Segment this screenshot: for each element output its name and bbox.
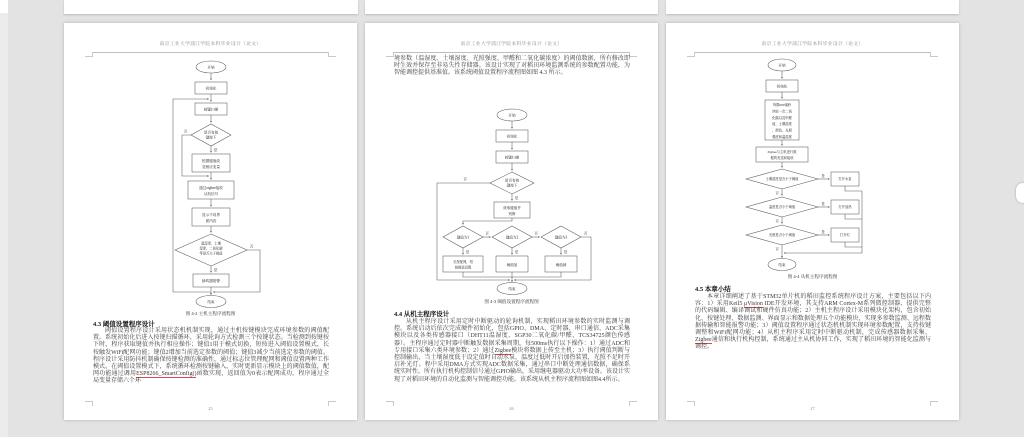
svg-text:判断: 判断 <box>508 212 516 216</box>
svg-text:、颜色、光照: 、颜色、光照 <box>772 128 792 133</box>
flow3-start <box>768 59 796 71</box>
svg-text:初始化: 初始化 <box>506 134 518 139</box>
svg-text:按阈值设置: 按阈值设置 <box>454 265 472 270</box>
section-4-4-paragraph: 从机主程序设计采用定时中断驱动的轮询机制，实现稻田环境参数的实时监测与调控。系统启动后依次完成硬件初始化，包括GPIO、DMA、定时器、串口通信、ADC采集模块以及各类传感器接口（DHT11温湿度、SGP30二氧化碳/甲醛、TCS34725颜色传感器）。主程序通过定时器中断触发数据采集周期，每500ms执行以下操作：1）通过ADC和专用接口采集六类环境参数；2）通过Zigbee模块将数据上传至主机；3）执行阈值判断与控制输出，当土壤湿度低于设定值时自动水泵，温度过低时开启加热装置，光照不足时开启补光灯。程中采用DMA方式实现ADC数据采集，通过串口中断处理通信数据，确保系统实时性。所有执行机构控制信号通过GPIO输出，采用继电器驱动大功率设备。该设计实现了对稻田环境的自动化监测与智能调控功能。该系统从机主程序流程图如图4.4所示。 <box>394 319 631 383</box>
flow1-end <box>196 296 226 308</box>
flow3-decision-soil-moisture <box>746 169 818 189</box>
svg-text:据的发送和接收: 据的发送和接收 <box>770 156 794 160</box>
flow2-decision-key2 <box>492 226 532 248</box>
scrollbar-thumb[interactable] <box>1016 183 1024 203</box>
flow3-read-sensors <box>765 100 799 140</box>
flow2-key-scan <box>496 151 528 163</box>
svg-text:阈值减: 阈值减 <box>555 262 567 267</box>
flow3-end <box>768 259 796 271</box>
page-header-title: 南京工业大学浦江学院本科毕业设计（论文） <box>761 42 864 47</box>
flow2-yes-label-4: 是 <box>563 250 568 254</box>
svg-text:化碳以及甲醛: 化碳以及甲醛 <box>772 115 792 120</box>
flow3-action-heater <box>831 200 859 214</box>
flow2-start <box>497 109 527 121</box>
flow2-no-label: 否 <box>463 177 467 181</box>
flow3-yes-label-2: 是 <box>821 201 825 206</box>
flow3-action-lamp <box>831 228 859 242</box>
flow3-zigbee-exchange <box>756 147 808 162</box>
flow2-get-key-value <box>494 202 530 218</box>
svg-text:长按配网，短: 长按配网，短 <box>453 260 473 264</box>
flow3-yes-label-1: 是 <box>821 173 825 178</box>
flow1-start <box>196 61 226 73</box>
flow3-decision-temperature <box>746 197 818 217</box>
svg-text:温度是否小于阈值: 温度是否小于阈值 <box>768 205 796 210</box>
flow2-action-threshold-dec <box>545 256 577 272</box>
page-number: 25 <box>208 406 213 411</box>
flow1-yes-label: 是 <box>213 148 218 152</box>
page-number: 27 <box>810 406 815 411</box>
page-header-title: 南京工业大学浦江学院本科毕业设计（论文） <box>159 42 262 47</box>
svg-text:键值为2: 键值为2 <box>505 235 519 240</box>
flow3-yes-label-3: 是 <box>821 229 825 234</box>
flow2-yes-label: 是 <box>514 196 519 200</box>
page-26 <box>365 23 658 420</box>
flow1-key-scan <box>195 103 227 115</box>
flow3-no-label-3: 否 <box>775 247 779 251</box>
left-page-edge <box>0 0 8 437</box>
flow3-action-water-pump <box>831 172 859 186</box>
svg-text:每隔500毫秒: 每隔500毫秒 <box>772 103 792 107</box>
svg-text:打开加热: 打开加热 <box>838 205 852 210</box>
svg-text:从机信号: 从机信号 <box>203 191 219 196</box>
svg-text:打开水泵: 打开水泵 <box>838 177 852 182</box>
svg-text:开始: 开始 <box>207 65 215 70</box>
page-27 <box>666 23 959 420</box>
flow3-init <box>766 80 798 92</box>
flow2-end <box>497 283 527 295</box>
section-4-5-paragraph: 本章详细阐述了基于STM32单片机的稻田监控系统程序设计方案，主要包括以下内容：1）采用Keil5 μVision IDE开发环境，其支持ARM Cortex-M系列微控制器，提供完整的代码编辑、编译调试和硬件仿真功能；2）主机主程序设计采用模块化架构，包含初始化、按键处理、数据监测、界面显示和数据处理五个功能模块，实现多参数监测、远程数据传输和智能报警功能；3）阈值设置程序通过状态机机制实现环境参数配置，支持按键调整和WiFi配网功能；4）从机主程序采用定时中断驱动机制，完成传感器数据采集、Zigbee通信和执行机构控制，系统通过主从机协同工作，实现了稻田环境的智能化监测与调控。 <box>695 294 931 351</box>
section-4-5-heading: 4.5 本章小结 <box>695 286 731 293</box>
svg-text:根据键值改: 根据键值改 <box>202 158 220 163</box>
section-4-3-paragraph-continued: 境参数（温湿度、土壤湿度、光照强度、甲醛和二氧化碳浓度）的阈值数据，所有修改即时生效并保存至非易失性存储器。该设计实现了对稻田环境监测系统的参数配置功能，为智能调控提供基准值。该系统阈值设置程序流程图如图 4.3 所示。 <box>394 56 630 77</box>
svg-text:键值为3: 键值为3 <box>554 235 568 240</box>
section-4-4-heading: 4.4 从机主程序设计 <box>394 311 450 318</box>
flow2-action-key1 <box>443 256 483 272</box>
figure-4-2-caption: 图 4-2 主机主程序流程图 <box>185 311 236 316</box>
svg-text:强度和温湿度: 强度和温湿度 <box>772 135 792 139</box>
flow1-set-variable <box>192 154 230 172</box>
svg-text:结束: 结束 <box>778 263 786 267</box>
svg-text:开始: 开始 <box>508 113 516 118</box>
svg-text:是否有按: 是否有按 <box>203 130 219 135</box>
prev-page-bottom-2 <box>365 0 658 14</box>
svg-text:打开灯: 打开灯 <box>840 233 850 238</box>
svg-text:键按下: 键按下 <box>205 135 217 140</box>
section-4-3-paragraph: 阈值设置程序设计采用状态机机制实现，通过主机按键模块完成环境参数的阈值配置。系统初始化后进入按键扫描循环，采用轮询方式检测三个按键状态。当检测到按键按下时，程序获取键值并执行相应操作；键值1用于模式切换，短按进入阈值设置模式，长按触发WiFi配网功能；键值2增加当前选定参数的阈值；键值3减少当前选定参数的阈值。程序设计采用防抖机制确保按键检测的准确性，通过标志位管理配网和阈值设置两种工作模式。在阈值设置模式下，系统循环检测按键输入，实时更新显示模块上的阈值数值，配网功能通过调用ESP8266_SmartConfig()函数实现，返回值为0表示配网成功，程序通过全局变量存储六个环 <box>93 328 329 385</box>
flow3-decision-light <box>746 225 818 245</box>
svg-text:变相应变量: 变相应变量 <box>202 164 220 169</box>
flow3-no-label-1: 否 <box>775 191 779 195</box>
svg-text:键值为1: 键值为1 <box>456 235 470 240</box>
page-number: 26 <box>509 406 514 411</box>
svg-text:结束: 结束 <box>508 287 516 291</box>
flow1-no-label: 否 <box>183 129 188 134</box>
flow2-yes-label-3: 是 <box>514 250 519 254</box>
flow1-decision-key-pressed <box>191 124 231 146</box>
svg-text:湿度、二氧化碳: 湿度、二氧化碳 <box>199 246 223 251</box>
figure-4-4-caption: 图 4-4 从机主程序流程图 <box>787 274 838 279</box>
svg-text:开始: 开始 <box>778 63 786 68</box>
svg-text:是否有按: 是否有按 <box>504 178 520 183</box>
svg-text:等是否大于阈值: 等是否大于阈值 <box>199 251 223 256</box>
flow2-no-label-3: 否 <box>534 231 538 236</box>
svg-text:结束: 结束 <box>207 300 215 304</box>
svg-text:Zigbee与主机进行数: Zigbee与主机进行数 <box>767 150 797 155</box>
flow3-no-label-2: 否 <box>775 219 779 223</box>
svg-text:按键扫描: 按键扫描 <box>203 107 219 112</box>
flow1-no-label-2: 否 <box>249 244 254 249</box>
svg-text:温湿度、土壤: 温湿度、土壤 <box>201 241 221 246</box>
flow1-display <box>192 208 230 226</box>
svg-text:按键扫描: 按键扫描 <box>504 155 520 160</box>
svg-text:土壤湿度是否小于阈值: 土壤湿度是否小于阈值 <box>765 177 799 182</box>
svg-text:阈值加: 阈值加 <box>506 262 518 267</box>
flow1-buzzer-alarm <box>193 274 229 287</box>
flow1-decision-threshold <box>175 234 247 266</box>
svg-text:值、土壤湿度: 值、土壤湿度 <box>772 122 792 127</box>
svg-text:通过zigbee接收: 通过zigbee接收 <box>199 185 223 190</box>
flow2-yes-label-2: 是 <box>465 250 470 254</box>
svg-text:键按下: 键按下 <box>506 183 518 188</box>
svg-text:蜂鸣器报警: 蜂鸣器报警 <box>202 279 220 284</box>
flow1-yes-label-2: 是 <box>213 268 218 272</box>
flow2-decision-key3 <box>541 226 581 248</box>
flow2-decision-key-pressed <box>490 172 534 194</box>
flow2-init <box>496 130 528 142</box>
svg-text:面内容: 面内容 <box>205 218 217 223</box>
svg-text:获取键值并: 获取键值并 <box>503 206 521 210</box>
left-page-bottom-edge <box>0 0 8 13</box>
figure-4-3-caption: 图 4-3 阈值设置程序流程图 <box>484 299 539 304</box>
svg-text:显示不同界: 显示不同界 <box>202 212 220 217</box>
figure-4-4-flowchart <box>666 23 959 420</box>
flow2-no-label-4: 否 <box>583 231 588 236</box>
flow1-init <box>195 82 227 94</box>
svg-text:初始化: 初始化 <box>776 84 788 89</box>
prev-page-bottom-1 <box>64 0 358 14</box>
svg-text:光照是否小于阈值: 光照是否小于阈值 <box>768 233 796 238</box>
page-header-title: 南京工业大学浦江学院本科毕业设计（论文） <box>460 42 563 47</box>
flow1-zigbee-receive <box>188 181 234 199</box>
flow2-decision-key1 <box>443 226 483 248</box>
flow2-no-label-2: 否 <box>485 231 489 236</box>
svg-text:初始化: 初始化 <box>205 86 217 91</box>
page-25 <box>64 23 357 420</box>
svg-text:读取一次二氧: 读取一次二氧 <box>772 109 792 114</box>
flow2-action-threshold-inc <box>496 256 528 272</box>
section-4-3-heading: 4.3 阈值设置程序设计 <box>93 321 155 328</box>
prev-page-bottom-3 <box>666 0 959 14</box>
